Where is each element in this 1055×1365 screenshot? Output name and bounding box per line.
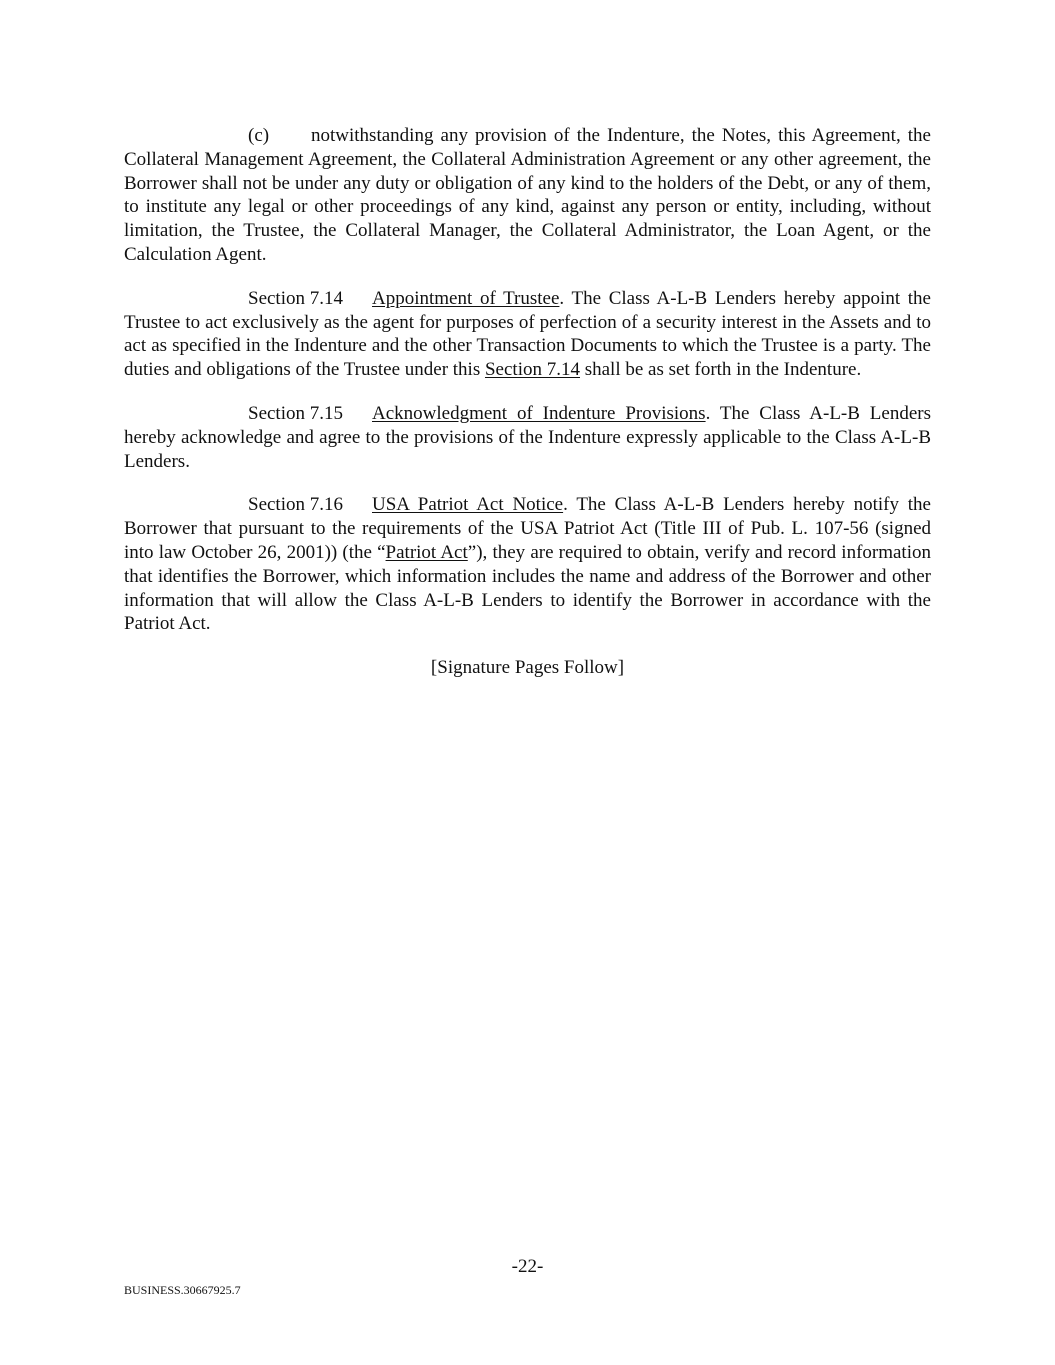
page-number: -22- [511,1256,544,1277]
section-text: shall be as set forth in the Indenture. [579,359,862,381]
paragraph-text: notwithstanding any provision of the Indenture, the Notes, this Agreement, the Collateral Management Agreement, the Collateral Administration Agreement or any other agreement, the Borrower shall not be under any duty or obligation of any kind to the holders of the Debt, or any of them, to institute any legal or other proceedings of any kind, against any person or entity, including, without limitation, the Trustee, the Collateral Manager, the Collateral Administrator, the Loan Agent, or the Calculation Agent. [124,125,931,265]
section-7-16 [124,493,931,636]
section-number: Section 7.14 [248,287,343,309]
section-heading: USA Patriot Act Notice [372,494,564,516]
paragraph-label: (c) [248,125,270,146]
defined-term: Patriot Act [385,541,468,563]
section-number: Section 7.15 [248,402,343,424]
section-cross-reference: Section 7.14 [484,359,580,381]
section-heading: Appointment of Trustee [372,287,560,309]
section-text: ”), they are required to obtain, verify and record information that identifies the Borrower, which information includes the name and address of the Borrower and other information that will allow the Class A-L-B Lenders to identify the Borrower in accordance with the Patriot Act. [124,541,931,635]
section-text: . The Class A-L-B Lenders hereby acknowledge and agree to the provisions of the Indenture expressly applicable to the Class A-L-B Lenders. [124,402,931,472]
section-heading: Acknowledgment of Indenture Provisions [372,402,706,424]
signature-pages-note: [Signature Pages Follow] [430,657,625,679]
section-7-15 [124,402,931,473]
section-text: . The Class A-L-B Lenders hereby notify the Borrower that pursuant to the requirements of the USA Patriot Act (Title III of Pub. L. 107-56 (signed into law October 26, 2001)) (the “ [124,494,931,563]
paragraph-c [124,124,931,267]
section-number: Section 7.16 [248,494,343,516]
document-id: BUSINESS.30667925.7 [124,1283,241,1297]
section-7-14 [124,287,931,382]
document-body [124,124,931,700]
section-text: . The Class A-L-B Lenders hereby appoint the Trustee to act exclusively as the agent for purposes of perfection of a security interest in the Assets and to act as specified in the Indenture and the other Transaction Documents to which the Trustee is a party. The duties and obligations of the Trustee under this [124,287,931,381]
